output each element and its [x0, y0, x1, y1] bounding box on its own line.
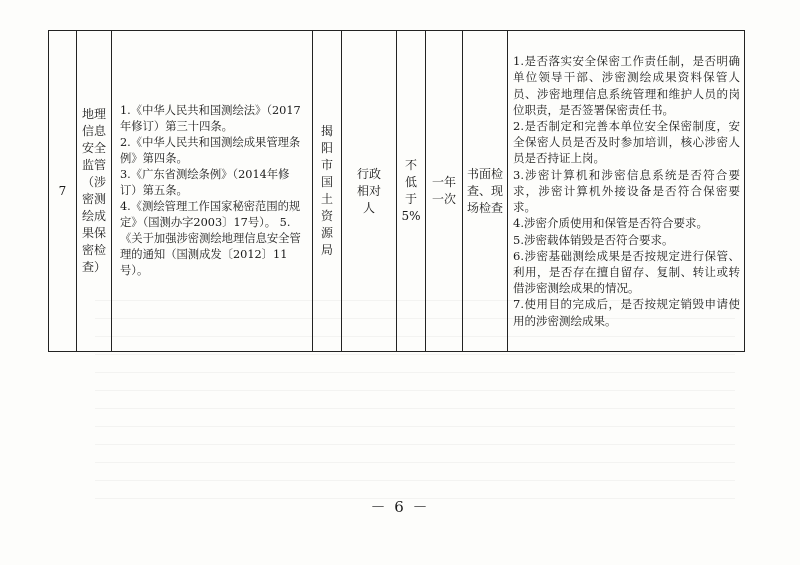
- inspection-content-item: 4.涉密介质使用和保管是否符合要求。: [513, 216, 708, 231]
- content-cell: [508, 31, 745, 352]
- inspecting-organization: 揭阳市国土资源局: [320, 124, 333, 257]
- inspection-content-item: 7.使用目的完成后，是否按规定销毁申请使用的涉密测绘成果。: [513, 297, 740, 328]
- item-cell: [77, 31, 112, 352]
- legal-basis-item: 3.《广东省测绘条例》（2014年修订）第五条。: [120, 168, 290, 197]
- basis-cell: [112, 31, 313, 352]
- row-number: 7: [58, 183, 67, 198]
- method-cell: [463, 31, 508, 352]
- inspection-content-item: 5.涉密载体销毁是否符合要求。: [513, 232, 674, 247]
- inspection-item: 地理信息安全监管（涉密测绘成果保密检查）: [81, 107, 106, 274]
- table-row: [49, 31, 745, 352]
- organization-cell: [313, 31, 342, 352]
- inspection-table: [48, 30, 745, 352]
- target-cell: [342, 31, 397, 352]
- page-number: － 6 －: [370, 498, 430, 516]
- inspection-frequency: 一年一次: [431, 175, 456, 206]
- inspection-content-item: 6.涉密基础测绘成果是否按规定进行保管、利用，是否存在擅自留存、复制、转让或转借涉密测绘成果的情况。: [513, 248, 740, 296]
- legal-basis-item: 1.《中华人民共和国测绘法》（2017年修订）第三十四条。: [120, 104, 301, 133]
- legal-basis-item: 4.《测绘管理工作国家秘密范围的规定》（国测办字2003〕17号）。 5.《关于加强涉密测绘地理信息安全管理的通知（国测成发〔2012〕11号）。: [120, 200, 301, 277]
- sampling-ratio: 不低于5%: [401, 158, 421, 223]
- frequency-cell: [426, 31, 463, 352]
- ratio-cell: [397, 31, 426, 352]
- inspection-content-item: 2.是否制定和完善本单位安全保密制度，安全保密人员是否及时参加培训，核心涉密人员是否持证上岗。: [513, 119, 740, 166]
- inspection-target: 行政相对人: [356, 166, 381, 215]
- legal-basis-item: 2.《中华人民共和国测绘成果管理条例》第四条。: [120, 136, 301, 165]
- inspection-content-item: 3.涉密计算机和涉密信息系统是否符合要求，涉密计算机外接设备是否符合保密要求。: [513, 167, 740, 215]
- row-number-cell: [49, 31, 77, 352]
- inspection-method: 书面检查、现场检查: [466, 166, 503, 215]
- legal-basis-list: [112, 103, 312, 279]
- inspection-content-item: 1.是否落实安全保密工作责任制，是否明确单位领导干部、涉密测绘成果资料保管人员、涉密地理信息系统管理和维护人员的岗位职责，是否签署保密责任书。: [513, 54, 740, 117]
- inspection-content-list: [508, 51, 744, 330]
